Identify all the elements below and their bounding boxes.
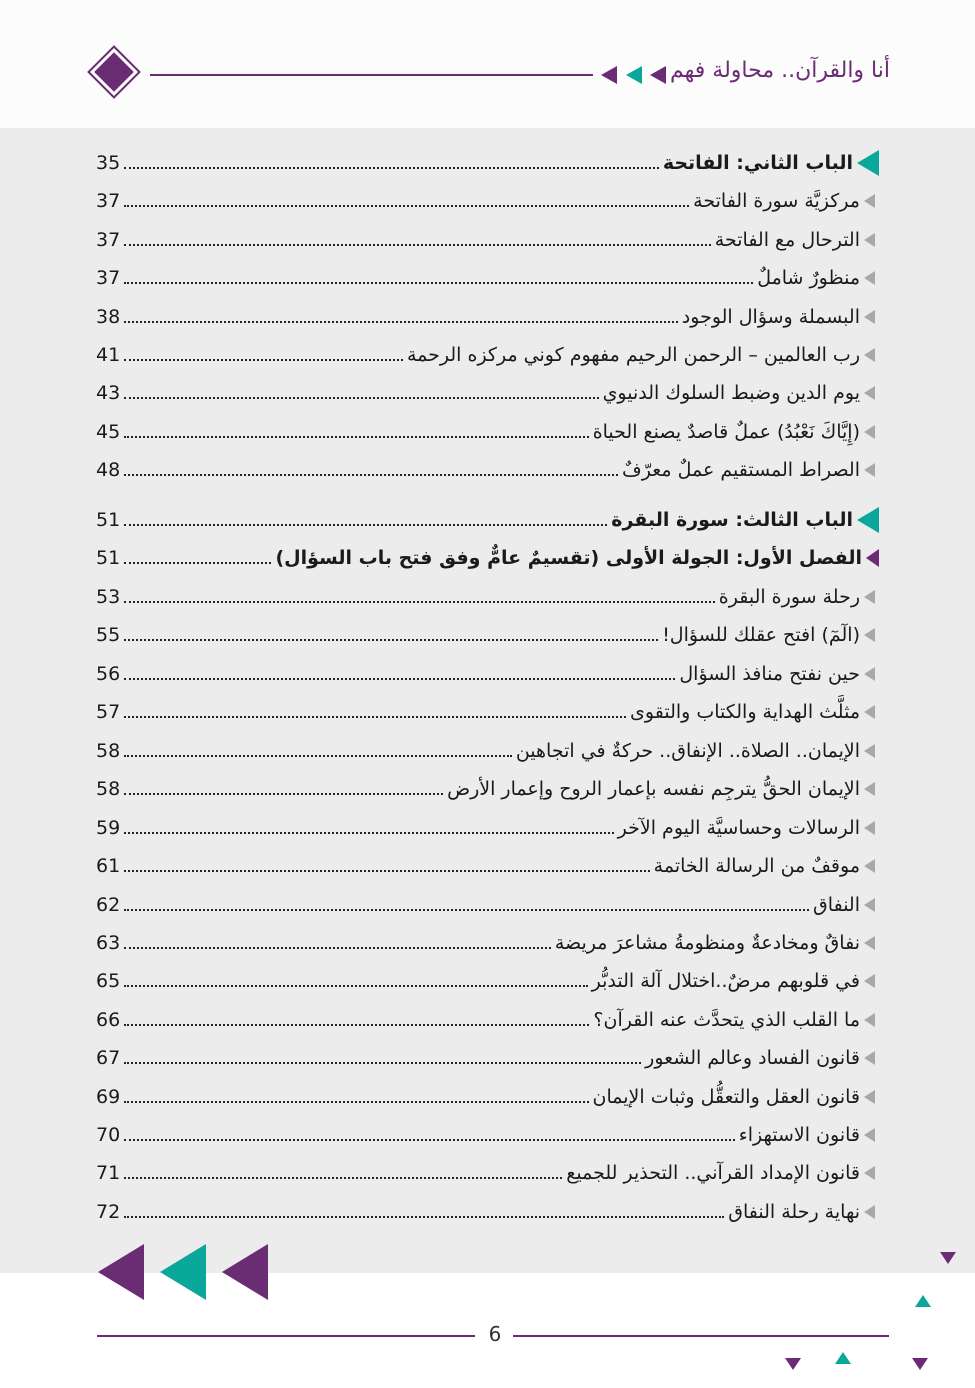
toc-entry-page: 55 xyxy=(96,624,121,646)
toc-entry[interactable] xyxy=(96,813,879,843)
toc-leader xyxy=(124,282,753,284)
toc-leader xyxy=(124,244,711,246)
toc-entry-page: 51 xyxy=(96,509,121,531)
toc-marker-icon xyxy=(864,590,875,604)
toc-entry-title: رحلة سورة البقرة xyxy=(718,586,860,608)
toc-entry-page: 53 xyxy=(96,586,121,608)
toc-entry-page: 41 xyxy=(96,344,121,366)
toc-entry-page: 63 xyxy=(96,932,121,954)
toc-entry-title: الترحال مع الفاتحة xyxy=(714,229,860,251)
toc-entry-title: الصراط المستقيم عملٌ معرّفٌ xyxy=(622,459,860,481)
toc-leader xyxy=(124,793,443,795)
toc-marker-icon xyxy=(864,1013,875,1027)
toc-entry-page: 58 xyxy=(96,740,121,762)
toc-entry[interactable] xyxy=(96,417,879,447)
toc-marker-icon xyxy=(857,150,879,176)
toc-entry-page: 37 xyxy=(96,267,121,289)
toc-entry[interactable] xyxy=(96,455,879,485)
footer-arrow-purple-icon xyxy=(98,1244,144,1300)
toc-entry-title: قانون الفساد وعالم الشعور xyxy=(645,1047,860,1069)
toc-entry[interactable] xyxy=(96,620,879,650)
toc-entry[interactable] xyxy=(96,697,879,727)
toc-entry[interactable] xyxy=(96,1197,879,1227)
toc-entry-title: مركزيَّة سورة الفاتحة xyxy=(693,190,860,212)
toc-leader xyxy=(124,321,678,323)
toc-entry[interactable] xyxy=(96,890,879,920)
toc-entry-title: قانون الإمداد القرآني.. التحذير للجميع xyxy=(566,1162,860,1184)
toc-marker-icon xyxy=(864,1090,875,1104)
toc-entry-title: الفصل الأول: الجولة الأولى (تقسيمٌ عامٌّ وفق فتح باب السؤال) xyxy=(275,547,862,569)
toc-entry-title: الإيمان.. الصلاة.. الإنفاق.. حركةٌ في اتجاهين xyxy=(515,740,860,762)
toc-marker-icon xyxy=(866,549,879,567)
toc-entry[interactable] xyxy=(96,263,879,293)
toc-entry-page: 65 xyxy=(96,970,121,992)
toc-entry[interactable] xyxy=(96,186,879,216)
toc-entry[interactable] xyxy=(96,378,879,408)
toc-entry-title: (الٓمٓ) افتح عقلك للسؤال! xyxy=(662,624,860,646)
toc-entry[interactable] xyxy=(96,1158,879,1188)
toc-marker-icon xyxy=(864,271,875,285)
toc-entry-title: الإيمان الحقُّ يترجِم نفسه بإعمار الروح وإعمار الأرض xyxy=(447,778,860,800)
toc-marker-icon xyxy=(864,667,875,681)
toc-entry[interactable] xyxy=(96,1005,879,1035)
toc-marker-icon xyxy=(864,348,875,362)
toc-leader xyxy=(124,716,626,718)
toc-leader xyxy=(124,1101,588,1103)
toc-entry[interactable] xyxy=(96,340,879,370)
toc-leader xyxy=(124,524,607,526)
toc-leader xyxy=(124,436,589,438)
toc-marker-icon xyxy=(864,194,875,208)
page-number: 6 xyxy=(488,1322,502,1346)
deco-triangle-down-icon-3 xyxy=(912,1358,928,1370)
toc-entry[interactable] xyxy=(96,1043,879,1073)
toc-leader xyxy=(124,678,675,680)
book-title: أنا والقرآن.. محاولة فهم xyxy=(670,58,890,83)
toc-entry-page: 70 xyxy=(96,1124,121,1146)
toc-marker-icon xyxy=(864,974,875,988)
toc-entry[interactable] xyxy=(96,505,879,535)
header-arrow-purple-icon xyxy=(601,66,617,84)
toc-entry[interactable] xyxy=(96,659,879,689)
toc-marker-icon xyxy=(864,936,875,950)
toc-leader xyxy=(124,474,618,476)
toc-marker-icon xyxy=(857,507,879,533)
toc-leader xyxy=(124,832,613,834)
toc-leader xyxy=(124,1139,735,1141)
toc-entry-title: نهاية رحلة النفاق xyxy=(728,1201,860,1223)
footer-rule-left xyxy=(97,1335,475,1337)
toc-entry[interactable] xyxy=(96,302,879,332)
toc-marker-icon xyxy=(864,386,875,400)
deco-triangle-up-icon-2 xyxy=(835,1352,851,1364)
toc-entry[interactable] xyxy=(96,774,879,804)
header-diamond-icon xyxy=(94,52,134,92)
toc-leader xyxy=(124,755,512,757)
toc-entry[interactable] xyxy=(96,543,879,573)
toc-entry-page: 58 xyxy=(96,778,121,800)
toc-leader xyxy=(124,205,689,207)
toc-marker-icon xyxy=(864,1128,875,1142)
toc-entry-title: ما القلب الذي يتحدَّث عنه القرآن؟ xyxy=(593,1009,860,1031)
toc-marker-icon xyxy=(864,705,875,719)
toc-entry-page: 71 xyxy=(96,1162,121,1184)
toc-entry-title: قانون الاستهزاء xyxy=(738,1124,860,1146)
toc-entry[interactable] xyxy=(96,1120,879,1150)
toc-entry[interactable] xyxy=(96,1082,879,1112)
toc-entry-page: 56 xyxy=(96,663,121,685)
header-rule xyxy=(150,74,593,76)
toc-entry[interactable] xyxy=(96,582,879,612)
toc-entry-page: 38 xyxy=(96,306,121,328)
toc-entry-page: 51 xyxy=(96,547,121,569)
toc-entry-title: البسملة وسؤال الوجود xyxy=(681,306,860,328)
toc-leader xyxy=(124,562,271,564)
toc-leader xyxy=(124,1177,562,1179)
toc-entry[interactable] xyxy=(96,736,879,766)
toc-marker-icon xyxy=(864,233,875,247)
toc-entry-page: 69 xyxy=(96,1086,121,1108)
toc-entry[interactable] xyxy=(96,928,879,958)
toc-entry-title: قانون العقل والتعقُّل وثبات الإيمان xyxy=(592,1086,860,1108)
toc-entry-page: 45 xyxy=(96,421,121,443)
toc-entry[interactable] xyxy=(96,148,879,178)
toc-entry[interactable] xyxy=(96,851,879,881)
toc-entry-title: مثلَّث الهداية والكتاب والتقوى xyxy=(630,701,860,723)
toc-entry-page: 59 xyxy=(96,817,121,839)
toc-leader xyxy=(124,947,551,949)
toc-marker-icon xyxy=(864,1166,875,1180)
toc-entry-page: 57 xyxy=(96,701,121,723)
toc-entry-title: (إِيَّاكَ نَعْبُدُ) عملٌ قاصدٌ يصنع الحياة xyxy=(592,421,860,443)
toc-marker-icon xyxy=(864,821,875,835)
toc-entry-page: 35 xyxy=(96,152,121,174)
deco-triangle-down-icon-2 xyxy=(785,1358,801,1370)
toc-leader xyxy=(124,167,659,169)
toc-marker-icon xyxy=(864,310,875,324)
toc-leader xyxy=(124,601,715,603)
toc-leader xyxy=(124,870,649,872)
footer-arrow-purple-icon-2 xyxy=(222,1244,268,1300)
toc-entry-page: 48 xyxy=(96,459,121,481)
toc-entry[interactable] xyxy=(96,225,879,255)
toc-entry-page: 62 xyxy=(96,894,121,916)
toc-entry-title: الرسالات وحساسيَّة اليوم الآخر xyxy=(617,817,860,839)
toc-leader xyxy=(124,397,598,399)
toc-marker-icon xyxy=(864,744,875,758)
toc-entry[interactable] xyxy=(96,966,879,996)
toc-entry-page: 61 xyxy=(96,855,121,877)
deco-triangle-down-icon xyxy=(940,1252,956,1264)
toc-marker-icon xyxy=(864,1051,875,1065)
toc-leader xyxy=(124,985,587,987)
toc-entry-page: 43 xyxy=(96,382,121,404)
toc-leader xyxy=(124,359,403,361)
header-arrow-teal-icon-2 xyxy=(626,66,642,84)
toc-entry-title: النفاق xyxy=(813,894,860,916)
footer-rule-right xyxy=(513,1335,889,1337)
page-header xyxy=(0,0,975,128)
toc-leader xyxy=(124,639,658,641)
toc-entry-page: 67 xyxy=(96,1047,121,1069)
toc-marker-icon xyxy=(864,425,875,439)
toc-marker-icon xyxy=(864,782,875,796)
toc-leader xyxy=(124,1062,641,1064)
deco-triangle-up-icon xyxy=(915,1295,931,1307)
toc-entry-title: الباب الثاني: الفاتحة xyxy=(662,152,853,174)
toc-entry-title: رب العالمين – الرحمن الرحيم مفهوم كوني مركزه الرحمة xyxy=(406,344,860,366)
toc-entry-title: نفاقٌ ومخادعةٌ ومنظومةُ مشاعرَ مريضة xyxy=(554,932,860,954)
toc-entry-title: حين نفتح منافذ السؤال xyxy=(679,663,860,685)
toc-marker-icon xyxy=(864,859,875,873)
toc-leader xyxy=(124,909,809,911)
toc-entry-title: يوم الدين وضبط السلوك الدنيوي xyxy=(602,382,860,404)
toc-entry-page: 72 xyxy=(96,1201,121,1223)
toc-leader xyxy=(124,1216,724,1218)
toc-entry-page: 66 xyxy=(96,1009,121,1031)
toc-entry-title: في قلوبهم مرضٌ..اختلال آلة التدبُّر xyxy=(591,970,860,992)
toc-leader xyxy=(124,1024,589,1026)
toc-entry-title: موقفٌ من الرسالة الخاتمة xyxy=(653,855,860,877)
toc-entry-title: الباب الثالث: سورة البقرة xyxy=(611,509,853,531)
toc-marker-icon xyxy=(864,463,875,477)
toc-marker-icon xyxy=(864,898,875,912)
toc-entry-page: 37 xyxy=(96,190,121,212)
footer-arrow-teal-icon xyxy=(160,1244,206,1300)
toc-entry-title: منظورٌ شاملٌ xyxy=(757,267,860,289)
header-arrow-teal-icon xyxy=(650,66,666,84)
toc-entry-page: 37 xyxy=(96,229,121,251)
toc-marker-icon xyxy=(864,1205,875,1219)
toc-marker-icon xyxy=(864,628,875,642)
